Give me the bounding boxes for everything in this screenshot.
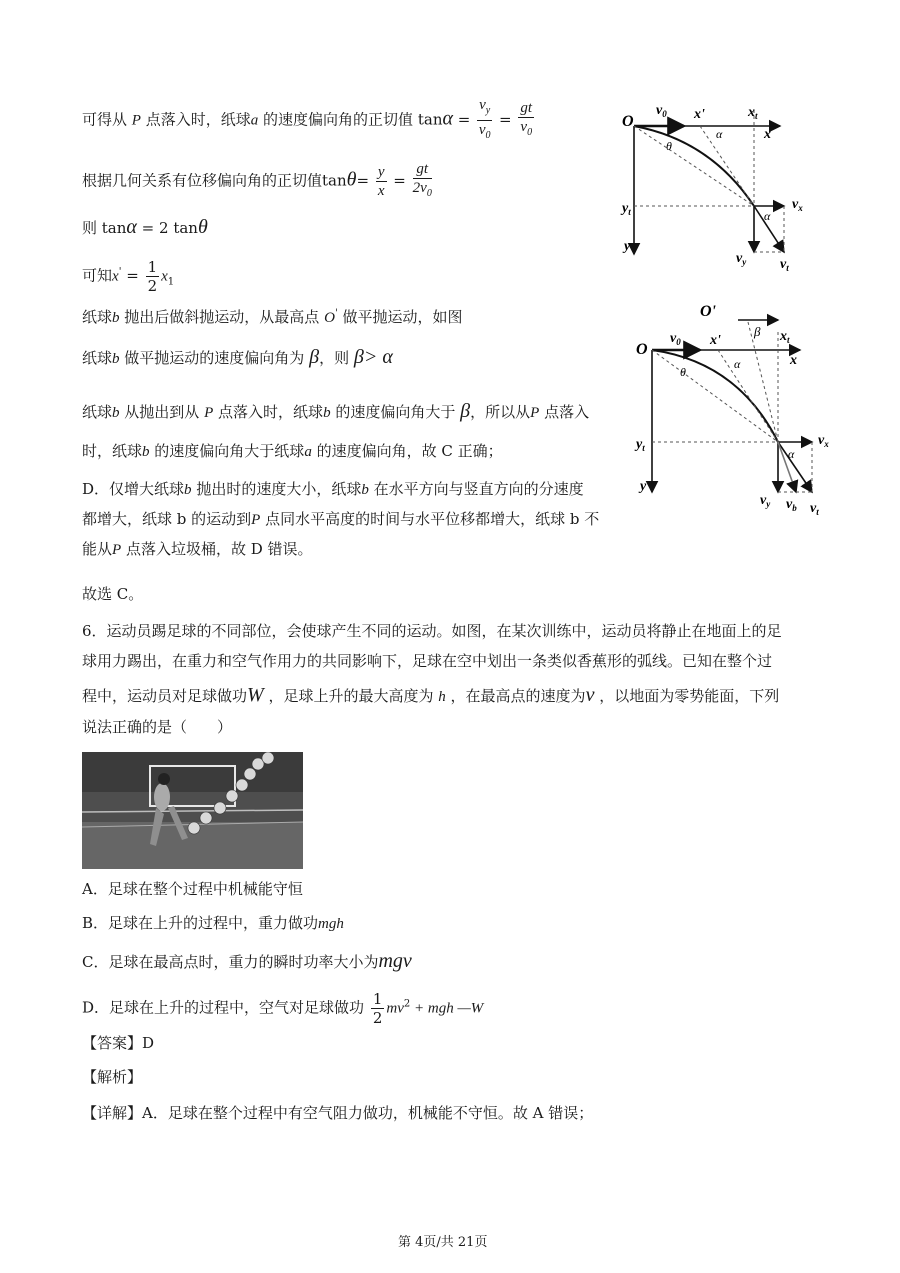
var-b: b bbox=[112, 351, 120, 367]
text: 则 tan bbox=[82, 219, 127, 237]
text: y bbox=[622, 201, 629, 216]
text: = bbox=[499, 110, 512, 129]
text: v bbox=[810, 501, 817, 516]
label-alpha: α bbox=[716, 127, 723, 141]
label-vx bbox=[792, 197, 803, 213]
var-W: W bbox=[247, 684, 264, 706]
text: 程中，运动员对足球做功 bbox=[82, 687, 248, 705]
text: 0 bbox=[485, 130, 491, 141]
text: 做平抛运动，如图 bbox=[342, 308, 463, 326]
var-b: b bbox=[361, 482, 369, 498]
text: 时，纸球 bbox=[82, 442, 143, 460]
label-vt bbox=[780, 257, 789, 273]
formula: mgh bbox=[318, 916, 344, 932]
line-3 bbox=[82, 216, 208, 239]
text: = 2 tan bbox=[136, 219, 198, 237]
line-5 bbox=[82, 303, 462, 329]
label-beta: β bbox=[754, 324, 761, 339]
text: t bbox=[642, 443, 645, 453]
var-P: P bbox=[530, 405, 540, 421]
text: ，所以从 bbox=[470, 403, 531, 421]
label-vy bbox=[736, 251, 747, 267]
figure-2 bbox=[628, 292, 843, 522]
text: 球用力踢出，在重力和空气作用力的共同影响下，足球在空中划出一条类似香蕉形的弧线。已知在整个过 bbox=[82, 652, 773, 670]
label-theta: θ bbox=[680, 365, 686, 379]
text: A．足球在整个过程中机械能守恒 bbox=[82, 880, 303, 898]
text: 0 bbox=[527, 127, 533, 138]
label-alpha-2: α bbox=[788, 447, 795, 461]
football-photo bbox=[82, 752, 303, 869]
line-11 bbox=[82, 538, 313, 561]
label-v0 bbox=[656, 103, 667, 119]
text: v bbox=[736, 251, 743, 266]
text: x bbox=[377, 183, 385, 199]
label-y: y bbox=[640, 479, 647, 494]
text: D．足球在上升的过程中，空气对足球做功 bbox=[82, 998, 365, 1017]
var-alpha: α bbox=[442, 107, 453, 130]
label-O-prime: O' bbox=[700, 303, 716, 320]
text: ，在最高点的速度为 bbox=[450, 687, 586, 705]
text: 从抛出到从 bbox=[124, 403, 200, 421]
fraction bbox=[477, 96, 492, 145]
text: 故选 C。 bbox=[82, 585, 144, 603]
text: v bbox=[479, 97, 486, 113]
text: 点落入时，纸球 bbox=[218, 403, 324, 421]
text: x bbox=[824, 439, 829, 449]
text: x bbox=[780, 329, 787, 344]
label-v0 bbox=[670, 331, 681, 347]
text: 2 bbox=[403, 998, 411, 1010]
text: 纸球 bbox=[82, 349, 113, 367]
football-photo-drawing bbox=[82, 752, 303, 869]
text: 1 bbox=[147, 258, 158, 276]
var-alpha: α bbox=[126, 216, 137, 238]
text: v bbox=[478, 122, 486, 138]
text: 的速度偏向角，故 C 正确； bbox=[316, 442, 503, 460]
text: 抛出时的速度大小，纸球 bbox=[196, 480, 362, 498]
question-6-line-4 bbox=[82, 716, 232, 738]
text: tan bbox=[417, 110, 443, 129]
text: = bbox=[356, 171, 370, 190]
text: = bbox=[457, 110, 471, 129]
var-P: P bbox=[251, 512, 261, 528]
var-x: x bbox=[112, 268, 119, 285]
option-d bbox=[82, 990, 483, 1027]
text: t bbox=[786, 263, 789, 273]
fraction bbox=[518, 99, 534, 142]
text: t bbox=[755, 111, 758, 121]
var-v: v bbox=[585, 684, 595, 706]
text: v bbox=[520, 119, 528, 135]
text: D．仅增大纸球 bbox=[82, 480, 185, 498]
text: 可得从 bbox=[82, 110, 128, 129]
fraction bbox=[413, 160, 432, 203]
text: v bbox=[780, 257, 787, 272]
text: 都增大，纸球 b 的运动到 bbox=[82, 510, 252, 528]
fraction bbox=[146, 258, 160, 295]
label-alpha: α bbox=[734, 357, 741, 371]
option-b bbox=[82, 912, 344, 935]
var-O: O bbox=[324, 310, 335, 326]
text: v bbox=[656, 103, 663, 118]
text: gt bbox=[520, 100, 533, 116]
label-xt bbox=[779, 329, 790, 345]
conclusion bbox=[82, 583, 143, 605]
text: 2 bbox=[147, 277, 158, 295]
fraction bbox=[371, 990, 385, 1027]
label-alpha-2: α bbox=[764, 209, 771, 223]
text: y bbox=[377, 164, 385, 180]
label-x-prime: x' bbox=[710, 333, 721, 348]
text: ，足球上升的最大高度为 bbox=[268, 687, 434, 705]
text: 点同水平高度的时间与水平位移都增大，纸球 b 不 bbox=[265, 510, 600, 528]
page-footer bbox=[398, 1232, 487, 1254]
var-theta: θ bbox=[346, 168, 357, 191]
relation: β> α bbox=[353, 346, 393, 368]
text: 纸球 bbox=[82, 403, 113, 421]
text: 点落入时，纸球 bbox=[145, 110, 251, 129]
formula: + mgh —W bbox=[410, 1000, 484, 1017]
text: 的速度偏向角大于纸球 bbox=[154, 442, 305, 460]
label-y: y bbox=[624, 239, 631, 254]
formula: mv bbox=[386, 1000, 404, 1017]
text: 【答案】D bbox=[82, 1034, 155, 1052]
line-4 bbox=[82, 258, 174, 295]
var-x1: x bbox=[161, 268, 168, 285]
var-beta: β bbox=[309, 346, 320, 368]
var-b: b bbox=[112, 310, 120, 326]
text: v bbox=[760, 493, 767, 508]
label-O: O bbox=[622, 113, 634, 130]
var-P: P bbox=[112, 542, 122, 558]
var-b: b bbox=[184, 482, 192, 498]
text: 在水平方向与竖直方向的分速度 bbox=[373, 480, 584, 498]
var-h: h bbox=[438, 689, 446, 705]
text: x bbox=[748, 105, 755, 120]
text: C．足球在最高点时，重力的瞬时功率大小为 bbox=[82, 953, 379, 971]
var-a: a bbox=[250, 112, 259, 129]
text: 1 bbox=[372, 990, 383, 1008]
var-P: P bbox=[204, 405, 214, 421]
detail bbox=[82, 1102, 593, 1124]
text: v bbox=[786, 497, 793, 512]
label-vb bbox=[786, 497, 797, 513]
text: b bbox=[792, 503, 797, 513]
text: 的速度偏向角大于 bbox=[335, 403, 456, 421]
text: y bbox=[485, 105, 491, 116]
label-yt bbox=[634, 437, 645, 453]
text: 1 bbox=[167, 276, 175, 288]
text: 点落入 bbox=[544, 403, 590, 421]
text: = bbox=[126, 266, 139, 285]
text: 2v bbox=[412, 180, 427, 196]
text: 2 bbox=[372, 1009, 383, 1027]
text: t bbox=[816, 507, 819, 517]
question-6-line-1 bbox=[82, 620, 782, 642]
text: = bbox=[393, 171, 406, 190]
line-10 bbox=[82, 508, 599, 531]
var-beta: β bbox=[460, 400, 471, 422]
text: 第 4页/共 21页 bbox=[398, 1235, 488, 1250]
line-1 bbox=[82, 96, 536, 145]
text: ' bbox=[334, 308, 338, 319]
text: 6．运动员踢足球的不同部位，会使球产生不同的运动。如图，在某次训练中，运动员将静止在地面上的足 bbox=[82, 622, 782, 640]
label-vy bbox=[760, 493, 771, 509]
text: B．足球在上升的过程中，重力做功 bbox=[82, 914, 319, 932]
text: 0 bbox=[662, 109, 667, 119]
fraction bbox=[376, 163, 387, 200]
label-xt bbox=[747, 105, 758, 121]
text: ' bbox=[118, 266, 122, 278]
var-P: P bbox=[131, 112, 141, 129]
text: y bbox=[766, 499, 771, 509]
text: 【详解】A．足球在整个过程中有空气阻力做功，机械能不守恒。故 A 错误； bbox=[82, 1104, 594, 1122]
text: gt bbox=[413, 160, 432, 179]
var-a: a bbox=[304, 444, 312, 460]
text: 抛出后做斜抛运动，从最高点 bbox=[124, 308, 320, 326]
label-theta: θ bbox=[666, 139, 672, 153]
text: 说法正确的是（ ） bbox=[82, 718, 233, 736]
text: y bbox=[636, 437, 643, 452]
text: 的速度偏向角的正切值 bbox=[263, 110, 414, 129]
var-theta: θ bbox=[197, 216, 208, 238]
text: v bbox=[670, 331, 677, 346]
label-O: O bbox=[636, 341, 648, 358]
var-b: b bbox=[323, 405, 331, 421]
line-7 bbox=[82, 400, 589, 424]
line-8 bbox=[82, 440, 503, 463]
label-yt bbox=[620, 201, 631, 217]
question-6-line-3 bbox=[82, 684, 779, 708]
analysis-heading bbox=[82, 1066, 142, 1088]
line-6 bbox=[82, 346, 393, 370]
text: t bbox=[787, 335, 790, 345]
text: ，则 bbox=[319, 349, 350, 367]
text: v bbox=[792, 197, 799, 212]
text: 能从 bbox=[82, 540, 113, 558]
label-x: x bbox=[764, 127, 771, 142]
text: t bbox=[628, 207, 631, 217]
text: x bbox=[798, 203, 803, 213]
label-vx bbox=[818, 433, 829, 449]
label-x-prime: x' bbox=[694, 107, 705, 122]
text: 0 bbox=[426, 188, 432, 199]
answer bbox=[82, 1032, 154, 1054]
var-b: b bbox=[112, 405, 120, 421]
text: ，以地面为零势能面，下列 bbox=[599, 687, 780, 705]
option-c bbox=[82, 950, 412, 973]
text: y bbox=[742, 257, 747, 267]
text: 根据几何关系有位移偏向角的正切值tan bbox=[82, 171, 347, 190]
formula: mgv bbox=[378, 950, 412, 972]
text: 做平抛运动的速度偏向角为 bbox=[124, 349, 305, 367]
option-a bbox=[82, 878, 303, 900]
text: v bbox=[818, 433, 825, 448]
figure-1 bbox=[620, 92, 820, 278]
text: 纸球 bbox=[82, 308, 113, 326]
line-2 bbox=[82, 160, 434, 203]
var-b: b bbox=[142, 444, 150, 460]
text: 0 bbox=[676, 337, 681, 347]
text: 可知 bbox=[82, 266, 113, 285]
text: 点落入垃圾桶，故 D 错误。 bbox=[125, 540, 313, 558]
line-9 bbox=[82, 478, 584, 501]
text: 【解析】 bbox=[82, 1068, 143, 1086]
label-x: x bbox=[790, 353, 797, 368]
label-vt bbox=[810, 501, 819, 517]
question-6-line-2 bbox=[82, 650, 772, 672]
